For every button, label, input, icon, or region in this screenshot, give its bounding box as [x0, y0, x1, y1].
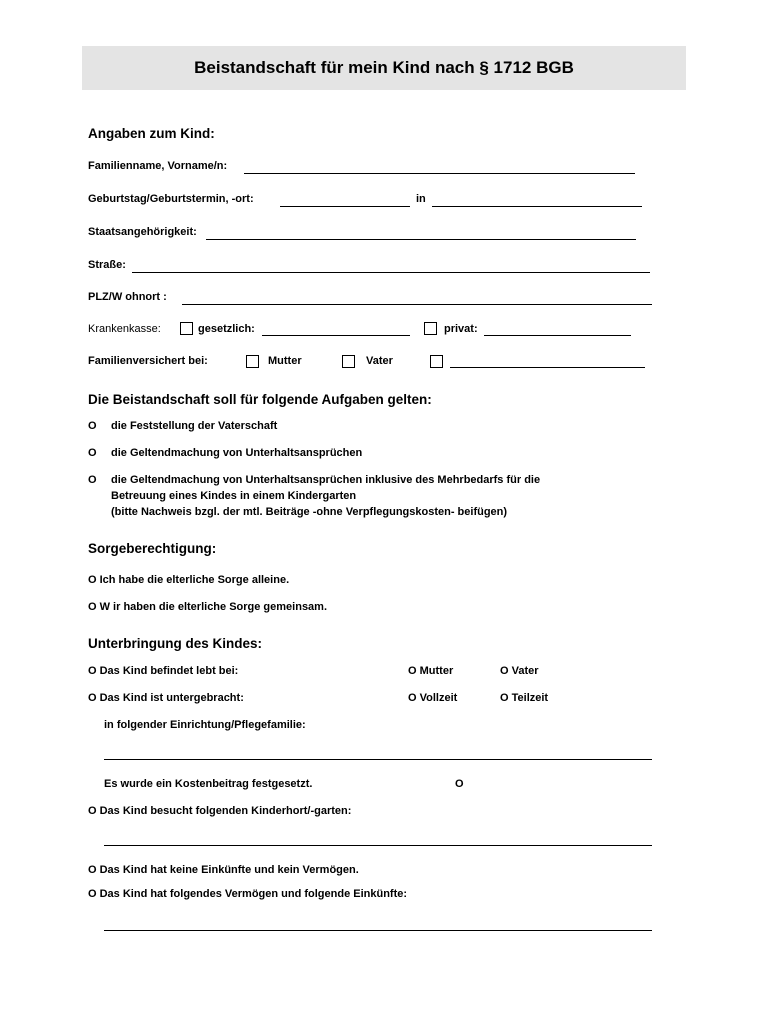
familienversichert-mutter-checkbox[interactable]: [246, 355, 259, 368]
page-title: Beistandschaft für mein Kind nach § 1712 BGB: [82, 46, 686, 90]
gesetzlich-field[interactable]: [262, 335, 410, 336]
familienversichert-vater-label: Vater: [366, 355, 393, 367]
aufgabe-2-label: die Geltendmachung von Unterhaltsansprüchen: [111, 447, 363, 459]
keine-einkuenfte-option[interactable]: O Das Kind hat keine Einkünfte und kein Vermögen.: [88, 864, 359, 876]
einrichtung-label: in folgender Einrichtung/Pflegefamilie:: [104, 719, 306, 731]
kinderhort-option[interactable]: O Das Kind besucht folgenden Kinderhort/-garten:: [88, 805, 352, 817]
kinderhort-field[interactable]: [104, 845, 652, 846]
familienversichert-vater-checkbox[interactable]: [342, 355, 355, 368]
privat-field[interactable]: [484, 335, 631, 336]
familienversichert-other-checkbox[interactable]: [430, 355, 443, 368]
geburtstag-field[interactable]: [280, 206, 410, 207]
section-heading-sorge: Sorgeberechtigung:: [88, 541, 217, 556]
lebt-bei-vater-option[interactable]: O Vater: [500, 665, 539, 677]
krankenkasse-label: Krankenkasse:: [88, 323, 161, 335]
aufgabe-3-radio[interactable]: O: [88, 474, 97, 486]
geburtsort-in-label: in: [416, 193, 426, 205]
section-heading-kind: Angaben zum Kind:: [88, 126, 215, 141]
familienversichert-mutter-label: Mutter: [268, 355, 302, 367]
plz-wohnort-label: PLZ/W ohnort :: [88, 291, 167, 303]
staatsangehoerigkeit-field[interactable]: [206, 239, 636, 240]
familienversichert-label: Familienversichert bei:: [88, 355, 208, 367]
geburtsort-field[interactable]: [432, 206, 642, 207]
einrichtung-field[interactable]: [104, 759, 652, 760]
staatsangehoerigkeit-label: Staatsangehörigkeit:: [88, 226, 197, 238]
familienname-field[interactable]: [244, 173, 635, 174]
sorge-gemeinsam-option[interactable]: O W ir haben die elterliche Sorge gemeinsam.: [88, 601, 328, 613]
aufgabe-2-radio[interactable]: O: [88, 447, 97, 459]
vermoegen-field[interactable]: [104, 930, 652, 931]
vermoegen-option[interactable]: O Das Kind hat folgendes Vermögen und folgende Einkünfte:: [88, 888, 408, 900]
aufgabe-3-label-line1: die Geltendmachung von Unterhaltsansprüchen inklusive des Mehrbedarfs für die: [111, 474, 541, 486]
untergebracht-option[interactable]: O Das Kind ist untergebracht:: [88, 692, 244, 704]
section-heading-aufgaben: Die Beistandschaft soll für folgende Aufgaben gelten:: [88, 392, 432, 407]
aufgabe-3-label-line3: (bitte Nachweis bzgl. der mtl. Beiträge -ohne Verpflegungskosten- beifügen): [111, 506, 508, 518]
gesetzlich-checkbox[interactable]: [180, 322, 193, 335]
vollzeit-option[interactable]: O Vollzeit: [408, 692, 458, 704]
kostenbeitrag-label: Es wurde ein Kostenbeitrag festgesetzt.: [104, 778, 313, 790]
geburtstag-label: Geburtstag/Geburtstermin, -ort:: [88, 193, 254, 205]
aufgabe-1-label: die Feststellung der Vaterschaft: [111, 420, 278, 432]
gesetzlich-label: gesetzlich:: [198, 323, 255, 335]
privat-label: privat:: [444, 323, 478, 335]
familienname-label: Familienname, Vorname/n:: [88, 160, 228, 172]
lebt-bei-option[interactable]: O Das Kind befindet lebt bei:: [88, 665, 239, 677]
strasse-field[interactable]: [132, 272, 650, 273]
kostenbeitrag-radio[interactable]: O: [455, 778, 464, 790]
plz-wohnort-field[interactable]: [182, 304, 652, 305]
familienversichert-other-field[interactable]: [450, 367, 645, 368]
section-heading-unterbringung: Unterbringung des Kindes:: [88, 636, 263, 651]
strasse-label: Straße:: [88, 259, 126, 271]
sorge-alleine-option[interactable]: O Ich habe die elterliche Sorge alleine.: [88, 574, 290, 586]
aufgabe-3-label-line2: Betreuung eines Kindes in einem Kindergarten: [111, 490, 357, 502]
aufgabe-1-radio[interactable]: O: [88, 420, 97, 432]
teilzeit-option[interactable]: O Teilzeit: [500, 692, 549, 704]
privat-checkbox[interactable]: [424, 322, 437, 335]
lebt-bei-mutter-option[interactable]: O Mutter: [408, 665, 454, 677]
